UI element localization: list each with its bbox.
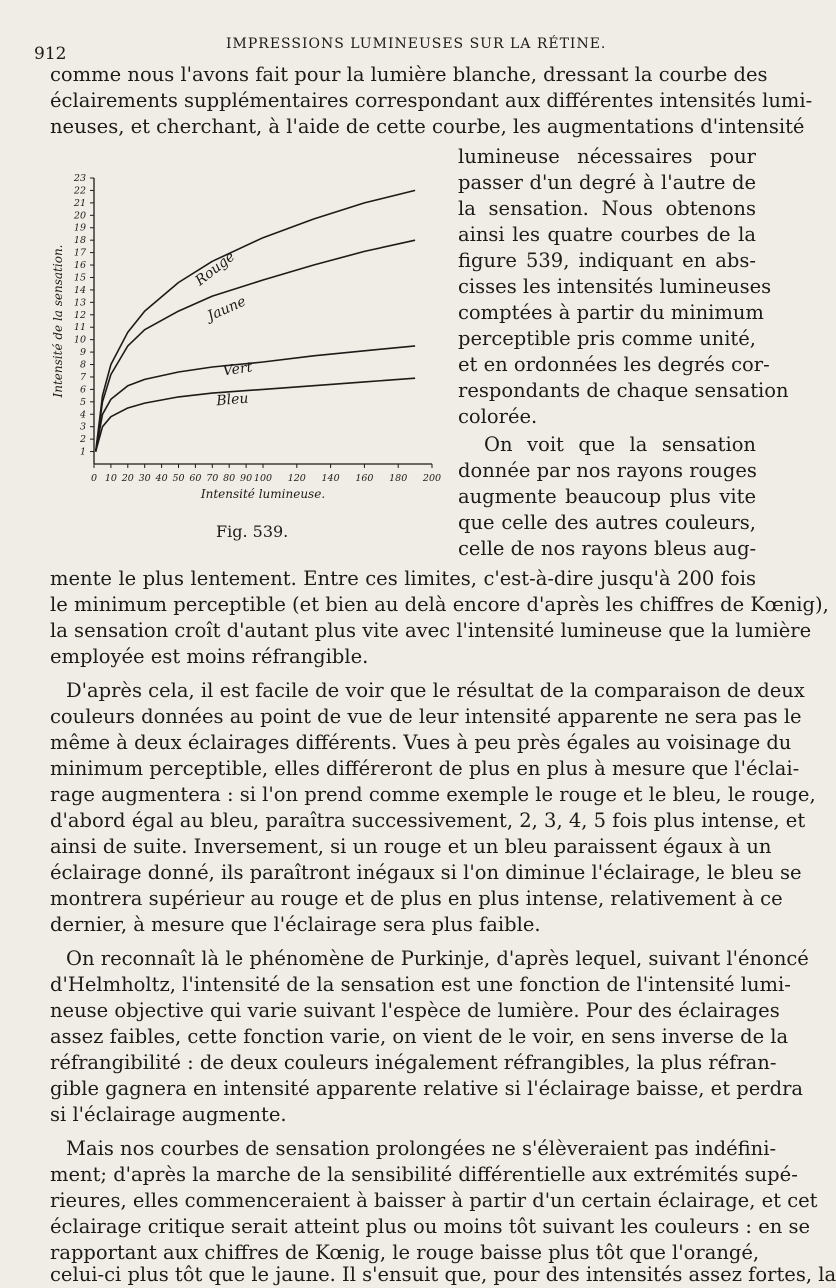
x-tick-label: 10 (104, 473, 117, 484)
running-title: IMPRESSIONS LUMINEUSES SUR LA RÉTINE. (226, 36, 607, 52)
x-tick-label: 180 (389, 473, 408, 484)
x-tick-label: 0 (90, 473, 98, 484)
text-line: passer d'un degré à l'autre de (458, 171, 756, 194)
x-tick-label: 30 (138, 473, 151, 484)
series-vert-label: Vert (221, 359, 254, 380)
text-line: la sensation croît d'autant plus vite avec l'intensité lumineuse que la lumière (50, 619, 812, 642)
x-tick-label: 160 (355, 473, 374, 484)
y-tick-label: 16 (73, 260, 86, 272)
y-tick-label: 3 (79, 421, 86, 433)
series-rouge-label: Rouge (192, 248, 239, 290)
y-tick-label: 11 (73, 322, 86, 334)
y-tick-label: 7 (79, 371, 86, 383)
x-tick-label: 20 (121, 473, 134, 484)
text-line: colorée. (458, 405, 538, 428)
text-line: réfrangibilité : de deux couleurs inégalement réfrangibles, la plus réfran- (50, 1051, 777, 1074)
text-line: ainsi les quatre courbes de la (458, 223, 756, 246)
text-line: mente le plus lentement. Entre ces limites, c'est-à-dire jusqu'à 200 fois (50, 567, 756, 590)
y-tick-label: 15 (73, 272, 86, 284)
x-tick-label: 40 (155, 473, 168, 484)
y-tick-label: 2 (79, 434, 86, 446)
figure-caption: Fig. 539. (216, 522, 289, 541)
y-tick-label: 22 (73, 185, 86, 197)
text-line: couleurs données au point de vue de leur intensité apparente ne sera pas le (50, 705, 802, 728)
y-tick-label: 17 (73, 247, 86, 259)
x-tick-label: 140 (321, 473, 340, 484)
y-tick-label: 14 (73, 284, 86, 296)
text-line: augmente beaucoup plus vite (458, 485, 756, 508)
text-line: rage augmentera : si l'on prend comme exemple le rouge et le bleu, le rouge, (50, 783, 816, 806)
text-line: D'après cela, il est facile de voir que le résultat de la comparaison de deux (66, 679, 805, 702)
y-tick-label: 13 (73, 297, 86, 309)
text-line: la sensation. Nous obtenons (458, 197, 756, 220)
y-tick-label: 8 (79, 359, 86, 371)
text-line: assez faibles, cette fonction varie, on vient de le voir, en sens inverse de la (50, 1025, 789, 1048)
text-line: montrera supérieur au rouge et de plus en plus intense, relativement à ce (50, 887, 783, 910)
text-line: figure 539, indiquant en abs- (458, 249, 756, 272)
x-tick-label: 100 (253, 473, 273, 484)
text-line: d'Helmholtz, l'intensité de la sensation est une fonction de l'intensité lumi- (50, 973, 791, 996)
text-line: éclairage critique serait atteint plus ou moins tôt suivant les couleurs : en se (50, 1215, 811, 1238)
text-line: comme nous l'avons fait pour la lumière blanche, dressant la courbe des (50, 63, 768, 86)
text-line: gible gagnera en intensité apparente relative si l'éclairage baisse, et perdra (50, 1077, 804, 1100)
text-line: rapportant aux chiffres de Kœnig, le rouge baisse plus tôt que l'orangé, (50, 1241, 760, 1264)
text-line: neuse objective qui varie suivant l'espèce de lumière. Pour des éclairages (50, 999, 780, 1022)
figure-539 (40, 166, 448, 546)
text-line: éclairage donné, ils paraîtront inégaux si l'on diminue l'éclairage, le bleu se (50, 861, 802, 884)
x-tick-label: 120 (287, 473, 306, 484)
y-tick-label: 20 (73, 210, 86, 222)
text-line: lumineuse nécessaires pour (458, 145, 756, 168)
text-line: celui-ci plus tôt que le jaune. Il s'ensuit que, pour des intensités assez fortes, la (50, 1263, 836, 1286)
text-line: On reconnaît là le phénomène de Purkinje, d'après lequel, suivant l'énoncé (66, 947, 809, 970)
y-tick-label: 19 (73, 222, 86, 234)
y-tick-label: 21 (73, 197, 86, 209)
y-tick-label: 5 (79, 396, 86, 408)
y-tick-label: 18 (73, 235, 86, 247)
text-line: minimum perceptible, elles différeront de plus en plus à mesure que l'éclai- (50, 757, 800, 780)
text-line: perceptible pris comme unité, (458, 327, 756, 350)
text-line: éclairements supplémentaires correspondant aux différentes intensités lumi- (50, 89, 813, 112)
sensation-chart (40, 166, 448, 546)
x-tick-label: 70 (206, 473, 219, 484)
x-tick-label: 80 (223, 473, 236, 484)
y-tick-label: 6 (79, 384, 86, 396)
y-tick-label: 4 (79, 409, 86, 421)
series-rouge-curve (96, 190, 415, 451)
series-bleu-label: Bleu (215, 390, 250, 410)
text-line: respondants de chaque sensation (458, 379, 789, 402)
text-line: Mais nos courbes de sensation prolongées ne s'élèveraient pas indéfini- (66, 1137, 777, 1160)
text-line: dernier, à mesure que l'éclairage sera plus faible. (50, 913, 541, 936)
y-tick-label: 23 (73, 173, 86, 184)
text-line: On voit que la sensation (484, 433, 756, 456)
y-tick-label: 10 (73, 334, 86, 346)
x-tick-label: 60 (189, 473, 202, 484)
text-line: cisses les intensités lumineuses (458, 275, 772, 298)
text-line: donnée par nos rayons rouges (458, 459, 757, 482)
text-line: ainsi de suite. Inversement, si un rouge et un bleu paraissent égaux à un (50, 835, 772, 858)
text-line: d'abord égal au bleu, paraîtra successivement, 2, 3, 4, 5 fois plus intense, et (50, 809, 806, 832)
y-tick-label: 1 (79, 446, 86, 458)
series-vert-curve (96, 346, 415, 452)
series-jaune-curve (96, 240, 415, 451)
y-axis-title: Intensité de la sensation. (51, 244, 65, 398)
text-line: le minimum perceptible (et bien au delà encore d'après les chiffres de Kœnig), (50, 593, 829, 616)
series-jaune-label: Jaune (205, 293, 249, 325)
text-line: neuses, et cherchant, à l'aide de cette courbe, les augmentations d'intensité (50, 115, 805, 138)
y-tick-label: 12 (73, 309, 86, 321)
text-line: et en ordonnées les degrés cor- (458, 353, 770, 376)
text-line: comptées à partir du minimum (458, 301, 764, 324)
x-tick-label: 90 (240, 473, 253, 484)
y-tick-label: 9 (79, 347, 86, 359)
x-axis-title: Intensité lumineuse. (200, 487, 326, 501)
text-line: ment; d'après la marche de la sensibilité différentielle aux extrémités supé- (50, 1163, 798, 1186)
x-tick-label: 200 (422, 473, 442, 484)
series-bleu-curve (96, 378, 415, 451)
text-line: celle de nos rayons bleus aug- (458, 537, 757, 560)
x-tick-label: 50 (172, 473, 185, 484)
text-line: même à deux éclairages différents. Vues à peu près égales au voisinage du (50, 731, 792, 754)
text-line: rieures, elles commenceraient à baisser à partir d'un certain éclairage, et cet (50, 1189, 818, 1212)
text-line: employée est moins réfrangible. (50, 645, 369, 668)
page-number: 912 (34, 44, 67, 64)
text-line: si l'éclairage augmente. (50, 1103, 287, 1126)
text-line: que celle des autres couleurs, (458, 511, 756, 534)
